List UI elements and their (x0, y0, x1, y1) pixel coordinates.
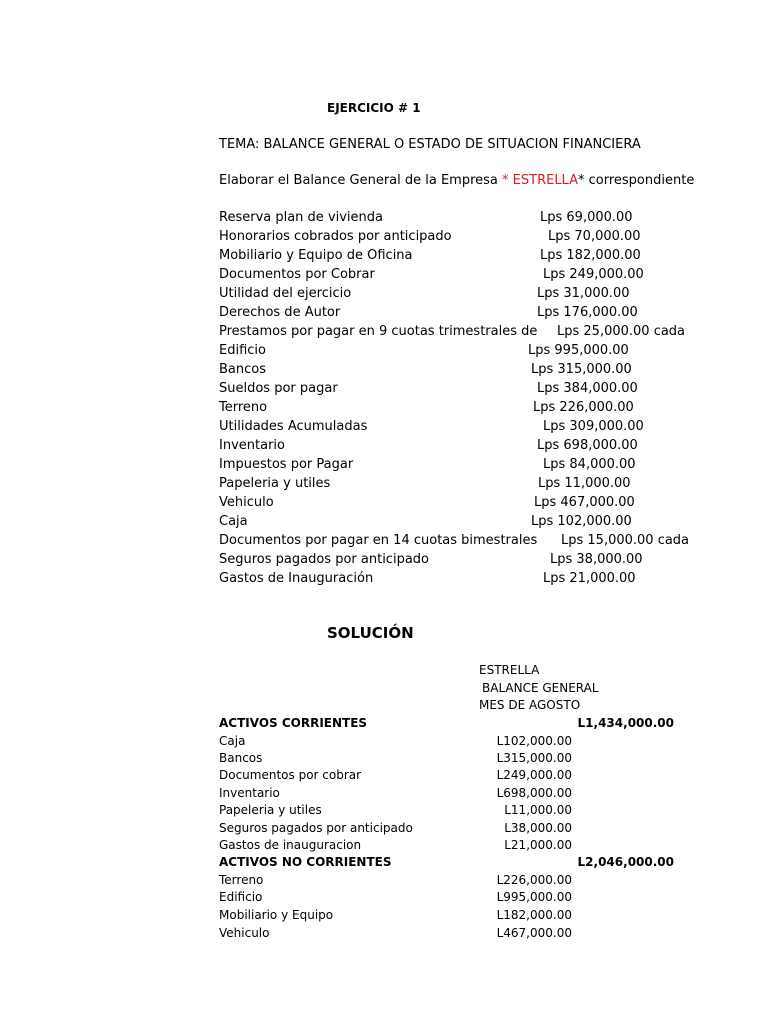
item-amount: Lps 70,000.00 (548, 229, 641, 244)
item-label: Bancos (219, 362, 266, 377)
balance-title: BALANCE GENERAL (482, 681, 599, 695)
balance-row-label: Vehiculo (219, 926, 270, 940)
item-amount: Lps 25,000.00 cada (557, 324, 686, 339)
item-amount: Lps 38,000.00 (550, 552, 643, 567)
item-label: Reserva plan de vivienda (219, 210, 384, 225)
item-label: Edificio (219, 343, 266, 358)
item-amount: Lps 226,000.00 (533, 400, 634, 415)
item-amount: Lps 249,000.00 (543, 267, 644, 282)
current-assets-heading: ACTIVOS CORRIENTES (219, 716, 368, 730)
balance-period: MES DE AGOSTO (479, 698, 581, 712)
balance-row-value: L698,000.00 (496, 786, 572, 800)
item-amount: Lps 995,000.00 (528, 343, 629, 358)
item-amount: Lps 31,000.00 (537, 286, 630, 301)
item-amount: Lps 309,000.00 (543, 419, 644, 434)
item-label: Gastos de Inauguración (219, 571, 374, 586)
item-label: Impuestos por Pagar (219, 457, 354, 472)
balance-row-label: Bancos (219, 751, 263, 765)
balance-row-value: L249,000.00 (496, 768, 572, 782)
item-amount: Lps 182,000.00 (540, 248, 641, 263)
item-label: Terreno (219, 400, 268, 415)
item-label: Utilidad del ejercicio (219, 286, 352, 301)
balance-row-value: L995,000.00 (496, 890, 572, 904)
item-amount: Lps 467,000.00 (534, 495, 635, 510)
item-amount: Lps 84,000.00 (543, 457, 636, 472)
item-label: Caja (219, 514, 248, 529)
balance-row-value: L315,000.00 (496, 751, 572, 765)
balance-row-label: Inventario (219, 786, 280, 800)
item-label: Vehiculo (219, 495, 274, 510)
current-assets-total: L1,434,000.00 (577, 716, 674, 730)
balance-row-value: L102,000.00 (496, 734, 572, 748)
balance-row-label: Mobiliario y Equipo (219, 908, 334, 922)
balance-row-value: L467,000.00 (496, 926, 572, 940)
instruction-text: Elaborar el Balance General de la Empresa (219, 173, 503, 188)
item-label: Utilidades Acumuladas (219, 419, 368, 434)
item-label: Documentos por Cobrar (219, 267, 375, 282)
instruction-text-end: * correspondiente (578, 173, 695, 188)
balance-row-value: L11,000.00 (504, 803, 572, 817)
item-label: Honorarios cobrados por anticipado (219, 229, 452, 244)
balance-row-label: Gastos de inauguracion (219, 838, 362, 852)
item-label: Prestamos por pagar en 9 cuotas trimestrales de (219, 324, 538, 339)
noncurrent-assets-heading: ACTIVOS NO CORRIENTES (219, 855, 392, 869)
item-label: Inventario (219, 438, 285, 453)
exercise-title: EJERCICIO # 1 (327, 101, 421, 115)
balance-row-label: Seguros pagados por anticipado (219, 821, 413, 835)
item-amount: Lps 11,000.00 (538, 476, 631, 491)
balance-row-value: L38,000.00 (504, 821, 572, 835)
balance-row-label: Caja (219, 734, 246, 748)
noncurrent-assets-total: L2,046,000.00 (577, 855, 674, 869)
solution-heading: SOLUCIÓN (327, 624, 414, 642)
item-amount: Lps 315,000.00 (531, 362, 632, 377)
balance-company: ESTRELLA (479, 663, 540, 677)
balance-row-value: L226,000.00 (496, 873, 572, 887)
exercise-topic: TEMA: BALANCE GENERAL O ESTADO DE SITUACION FINANCIERA (219, 137, 641, 152)
balance-row-value: L21,000.00 (504, 838, 572, 852)
item-amount: Lps 15,000.00 cada (561, 533, 690, 548)
balance-row-value: L182,000.00 (496, 908, 572, 922)
item-amount: Lps 102,000.00 (531, 514, 632, 529)
balance-row-label: Papeleria y utiles (219, 803, 322, 817)
item-label: Documentos por pagar en 14 cuotas bimestrales (219, 533, 538, 548)
item-label: Sueldos por pagar (219, 381, 338, 396)
item-amount: Lps 176,000.00 (537, 305, 638, 320)
item-amount: Lps 21,000.00 (543, 571, 636, 586)
company-name-highlight: * ESTRELLA (502, 173, 578, 188)
item-amount: Lps 698,000.00 (537, 438, 638, 453)
balance-row-label: Terreno (219, 873, 264, 887)
balance-row-label: Documentos por cobrar (219, 768, 362, 782)
item-amount: Lps 384,000.00 (537, 381, 638, 396)
item-label: Seguros pagados por anticipado (219, 552, 429, 567)
item-label: Papeleria y utiles (219, 476, 331, 491)
item-label: Derechos de Autor (219, 305, 341, 320)
balance-row-label: Edificio (219, 890, 263, 904)
exercise-instruction (219, 173, 694, 188)
item-label: Mobiliario y Equipo de Oficina (219, 248, 413, 263)
item-amount: Lps 69,000.00 (540, 210, 633, 225)
